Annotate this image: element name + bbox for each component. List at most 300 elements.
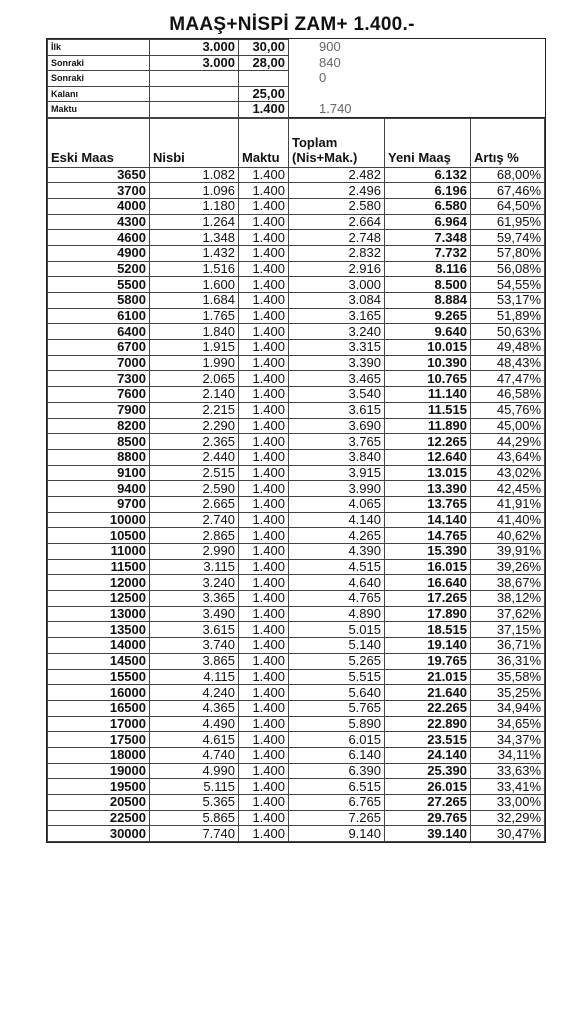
table-row <box>48 622 545 638</box>
table-row <box>48 779 545 795</box>
cell-toplam: 2.482 <box>289 167 385 183</box>
cell-yeni-maas: 11.140 <box>385 387 471 403</box>
cell-yeni-maas: 13.390 <box>385 481 471 497</box>
cell-yeni-maas: 14.140 <box>385 512 471 528</box>
cell-artis: 33,41% <box>471 779 545 795</box>
cell-eski-maas: 7300 <box>48 371 150 387</box>
parameter-rate: 30,00 <box>239 40 289 56</box>
table-row <box>48 653 545 669</box>
cell-maktu: 1.400 <box>239 355 289 371</box>
cell-toplam: 6.015 <box>289 732 385 748</box>
cell-nisbi: 5.365 <box>150 795 239 811</box>
table-header-row <box>48 118 545 167</box>
cell-yeni-maas: 39.140 <box>385 826 471 842</box>
header-maktu: Maktu <box>239 118 289 167</box>
cell-nisbi: 1.348 <box>150 230 239 246</box>
cell-maktu: 1.400 <box>239 732 289 748</box>
table-row <box>48 434 545 450</box>
cell-toplam: 6.765 <box>289 795 385 811</box>
cell-artis: 41,40% <box>471 512 545 528</box>
table-row <box>48 559 545 575</box>
cell-toplam: 2.748 <box>289 230 385 246</box>
cell-maktu: 1.400 <box>239 810 289 826</box>
cell-maktu: 1.400 <box>239 622 289 638</box>
cell-toplam: 2.580 <box>289 198 385 214</box>
cell-nisbi: 3.365 <box>150 591 239 607</box>
cell-artis: 45,76% <box>471 402 545 418</box>
cell-nisbi: 2.665 <box>150 496 239 512</box>
cell-eski-maas: 5200 <box>48 261 150 277</box>
cell-nisbi: 3.240 <box>150 575 239 591</box>
cell-yeni-maas: 8.116 <box>385 261 471 277</box>
cell-toplam: 4.515 <box>289 559 385 575</box>
cell-toplam: 3.840 <box>289 449 385 465</box>
cell-toplam: 5.015 <box>289 622 385 638</box>
cell-maktu: 1.400 <box>239 496 289 512</box>
cell-yeni-maas: 10.765 <box>385 371 471 387</box>
cell-artis: 57,80% <box>471 245 545 261</box>
cell-yeni-maas: 21.640 <box>385 685 471 701</box>
table-row <box>48 512 545 528</box>
cell-maktu: 1.400 <box>239 575 289 591</box>
cell-artis: 30,47% <box>471 826 545 842</box>
cell-yeni-maas: 6.196 <box>385 183 471 199</box>
cell-artis: 36,31% <box>471 653 545 669</box>
cell-artis: 49,48% <box>471 340 545 356</box>
cell-maktu: 1.400 <box>239 747 289 763</box>
cell-artis: 54,55% <box>471 277 545 293</box>
cell-eski-maas: 8200 <box>48 418 150 434</box>
table-row <box>48 544 545 560</box>
table-row <box>48 810 545 826</box>
cell-toplam: 2.496 <box>289 183 385 199</box>
cell-eski-maas: 9700 <box>48 496 150 512</box>
cell-toplam: 5.765 <box>289 700 385 716</box>
table-row <box>48 277 545 293</box>
cell-maktu: 1.400 <box>239 606 289 622</box>
cell-nisbi: 4.740 <box>150 747 239 763</box>
cell-yeni-maas: 8.500 <box>385 277 471 293</box>
cell-artis: 41,91% <box>471 496 545 512</box>
parameter-rate <box>239 71 289 87</box>
cell-artis: 67,46% <box>471 183 545 199</box>
cell-eski-maas: 7900 <box>48 402 150 418</box>
table-row <box>48 340 545 356</box>
table-row <box>48 528 545 544</box>
cell-toplam: 5.890 <box>289 716 385 732</box>
cell-nisbi: 2.140 <box>150 387 239 403</box>
cell-maktu: 1.400 <box>239 183 289 199</box>
cell-eski-maas: 18000 <box>48 747 150 763</box>
cell-maktu: 1.400 <box>239 779 289 795</box>
cell-yeni-maas: 23.515 <box>385 732 471 748</box>
cell-artis: 48,43% <box>471 355 545 371</box>
cell-toplam: 3.690 <box>289 418 385 434</box>
cell-yeni-maas: 22.265 <box>385 700 471 716</box>
cell-nisbi: 4.365 <box>150 700 239 716</box>
cell-nisbi: 3.615 <box>150 622 239 638</box>
cell-toplam: 4.765 <box>289 591 385 607</box>
cell-yeni-maas: 17.265 <box>385 591 471 607</box>
table-row <box>48 606 545 622</box>
table-row <box>48 826 545 842</box>
parameter-label: Maktu <box>48 102 150 118</box>
cell-eski-maas: 3650 <box>48 167 150 183</box>
cell-nisbi: 2.065 <box>150 371 239 387</box>
cell-artis: 32,29% <box>471 810 545 826</box>
cell-maktu: 1.400 <box>239 528 289 544</box>
table-row <box>48 732 545 748</box>
parameter-row <box>48 102 545 118</box>
table-row <box>48 167 545 183</box>
cell-maktu: 1.400 <box>239 700 289 716</box>
cell-yeni-maas: 19.140 <box>385 638 471 654</box>
document-title: MAAŞ+NİSPİ ZAM+ 1.400.- <box>169 14 415 35</box>
cell-eski-maas: 13500 <box>48 622 150 638</box>
cell-nisbi: 5.865 <box>150 810 239 826</box>
cell-yeni-maas: 11.515 <box>385 402 471 418</box>
cell-artis: 39,26% <box>471 559 545 575</box>
cell-maktu: 1.400 <box>239 277 289 293</box>
cell-toplam: 6.515 <box>289 779 385 795</box>
cell-toplam: 5.140 <box>289 638 385 654</box>
cell-artis: 34,65% <box>471 716 545 732</box>
parameter-rate: 1.400 <box>239 102 289 118</box>
cell-eski-maas: 11000 <box>48 544 150 560</box>
cell-toplam: 4.390 <box>289 544 385 560</box>
cell-maktu: 1.400 <box>239 167 289 183</box>
cell-yeni-maas: 21.015 <box>385 669 471 685</box>
cell-eski-maas: 13000 <box>48 606 150 622</box>
table-row <box>48 747 545 763</box>
cell-maktu: 1.400 <box>239 449 289 465</box>
cell-eski-maas: 4600 <box>48 230 150 246</box>
cell-yeni-maas: 15.390 <box>385 544 471 560</box>
cell-artis: 33,00% <box>471 795 545 811</box>
salary-table <box>47 118 545 843</box>
cell-artis: 50,63% <box>471 324 545 340</box>
table-row <box>48 293 545 309</box>
cell-nisbi: 2.590 <box>150 481 239 497</box>
table-row <box>48 355 545 371</box>
cell-maktu: 1.400 <box>239 465 289 481</box>
cell-maktu: 1.400 <box>239 214 289 230</box>
parameter-label: Sonraki <box>48 71 150 87</box>
cell-artis: 34,37% <box>471 732 545 748</box>
cell-eski-maas: 6700 <box>48 340 150 356</box>
cell-yeni-maas: 22.890 <box>385 716 471 732</box>
table-row <box>48 481 545 497</box>
cell-eski-maas: 10500 <box>48 528 150 544</box>
cell-eski-maas: 7000 <box>48 355 150 371</box>
cell-yeni-maas: 17.890 <box>385 606 471 622</box>
cell-toplam: 9.140 <box>289 826 385 842</box>
cell-yeni-maas: 26.015 <box>385 779 471 795</box>
cell-artis: 34,94% <box>471 700 545 716</box>
cell-maktu: 1.400 <box>239 293 289 309</box>
cell-nisbi: 1.765 <box>150 308 239 324</box>
cell-eski-maas: 6400 <box>48 324 150 340</box>
cell-eski-maas: 20500 <box>48 795 150 811</box>
cell-artis: 46,58% <box>471 387 545 403</box>
cell-nisbi: 1.990 <box>150 355 239 371</box>
table-row <box>48 465 545 481</box>
cell-toplam: 7.265 <box>289 810 385 826</box>
cell-toplam: 2.664 <box>289 214 385 230</box>
cell-eski-maas: 10000 <box>48 512 150 528</box>
parameter-row <box>48 71 545 87</box>
cell-toplam: 6.140 <box>289 747 385 763</box>
cell-nisbi: 2.740 <box>150 512 239 528</box>
cell-yeni-maas: 6.580 <box>385 198 471 214</box>
cell-nisbi: 1.082 <box>150 167 239 183</box>
cell-maktu: 1.400 <box>239 653 289 669</box>
header-nisbi: Nisbi <box>150 118 239 167</box>
cell-maktu: 1.400 <box>239 434 289 450</box>
cell-eski-maas: 17500 <box>48 732 150 748</box>
cell-maktu: 1.400 <box>239 198 289 214</box>
cell-artis: 42,45% <box>471 481 545 497</box>
table-row <box>48 245 545 261</box>
cell-maktu: 1.400 <box>239 544 289 560</box>
cell-toplam: 6.390 <box>289 763 385 779</box>
cell-nisbi: 2.365 <box>150 434 239 450</box>
cell-eski-maas: 12000 <box>48 575 150 591</box>
cell-yeni-maas: 24.140 <box>385 747 471 763</box>
cell-toplam: 3.915 <box>289 465 385 481</box>
cell-toplam: 3.615 <box>289 402 385 418</box>
parameter-rate: 28,00 <box>239 55 289 71</box>
cell-maktu: 1.400 <box>239 512 289 528</box>
cell-toplam: 3.315 <box>289 340 385 356</box>
table-row <box>48 198 545 214</box>
cell-eski-maas: 5500 <box>48 277 150 293</box>
cell-yeni-maas: 9.265 <box>385 308 471 324</box>
header-artis: Artış % <box>471 118 545 167</box>
parameter-rate: 25,00 <box>239 86 289 102</box>
table-row <box>48 716 545 732</box>
cell-maktu: 1.400 <box>239 763 289 779</box>
parameter-result: 0 <box>319 70 327 86</box>
cell-artis: 51,89% <box>471 308 545 324</box>
table-row <box>48 308 545 324</box>
cell-nisbi: 4.490 <box>150 716 239 732</box>
cell-nisbi: 1.096 <box>150 183 239 199</box>
cell-eski-maas: 5800 <box>48 293 150 309</box>
cell-toplam: 4.140 <box>289 512 385 528</box>
parameter-amount <box>150 102 239 118</box>
cell-eski-maas: 22500 <box>48 810 150 826</box>
cell-toplam: 2.916 <box>289 261 385 277</box>
cell-toplam: 4.640 <box>289 575 385 591</box>
cell-nisbi: 3.115 <box>150 559 239 575</box>
cell-toplam: 3.165 <box>289 308 385 324</box>
cell-maktu: 1.400 <box>239 795 289 811</box>
cell-yeni-maas: 10.390 <box>385 355 471 371</box>
parameter-result: 900 <box>319 39 341 55</box>
cell-eski-maas: 12500 <box>48 591 150 607</box>
cell-maktu: 1.400 <box>239 669 289 685</box>
cell-yeni-maas: 16.640 <box>385 575 471 591</box>
parameter-result: 840 <box>319 55 341 70</box>
cell-eski-maas: 4300 <box>48 214 150 230</box>
cell-yeni-maas: 8.884 <box>385 293 471 309</box>
cell-maktu: 1.400 <box>239 638 289 654</box>
table-row <box>48 183 545 199</box>
cell-toplam: 3.465 <box>289 371 385 387</box>
table-row <box>48 402 545 418</box>
cell-eski-maas: 15500 <box>48 669 150 685</box>
cell-artis: 34,11% <box>471 747 545 763</box>
cell-nisbi: 1.840 <box>150 324 239 340</box>
table-row <box>48 795 545 811</box>
parameter-row <box>48 86 545 102</box>
cell-yeni-maas: 10.015 <box>385 340 471 356</box>
cell-eski-maas: 17000 <box>48 716 150 732</box>
cell-toplam: 3.765 <box>289 434 385 450</box>
cell-toplam: 2.832 <box>289 245 385 261</box>
cell-nisbi: 1.684 <box>150 293 239 309</box>
cell-maktu: 1.400 <box>239 245 289 261</box>
cell-toplam: 3.000 <box>289 277 385 293</box>
cell-artis: 36,71% <box>471 638 545 654</box>
cell-yeni-maas: 7.732 <box>385 245 471 261</box>
cell-eski-maas: 19500 <box>48 779 150 795</box>
header-yeni-maas: Yeni Maaş <box>385 118 471 167</box>
cell-artis: 37,15% <box>471 622 545 638</box>
parameter-label: İlk <box>48 40 150 56</box>
cell-eski-maas: 14000 <box>48 638 150 654</box>
cell-yeni-maas: 18.515 <box>385 622 471 638</box>
table-row <box>48 685 545 701</box>
cell-artis: 33,63% <box>471 763 545 779</box>
cell-nisbi: 1.432 <box>150 245 239 261</box>
cell-toplam: 3.240 <box>289 324 385 340</box>
cell-artis: 40,62% <box>471 528 545 544</box>
table-row <box>48 638 545 654</box>
cell-toplam: 3.540 <box>289 387 385 403</box>
header-toplam: Toplam (Nis+Mak.) <box>289 118 385 167</box>
cell-maktu: 1.400 <box>239 559 289 575</box>
table-row <box>48 449 545 465</box>
cell-nisbi: 4.115 <box>150 669 239 685</box>
cell-eski-maas: 6100 <box>48 308 150 324</box>
cell-eski-maas: 7600 <box>48 387 150 403</box>
cell-maktu: 1.400 <box>239 261 289 277</box>
cell-nisbi: 3.865 <box>150 653 239 669</box>
cell-artis: 39,91% <box>471 544 545 560</box>
cell-yeni-maas: 29.765 <box>385 810 471 826</box>
cell-nisbi: 4.990 <box>150 763 239 779</box>
cell-maktu: 1.400 <box>239 324 289 340</box>
table-row <box>48 591 545 607</box>
cell-artis: 38,67% <box>471 575 545 591</box>
cell-artis: 61,95% <box>471 214 545 230</box>
cell-artis: 68,00% <box>471 167 545 183</box>
cell-nisbi: 2.215 <box>150 402 239 418</box>
parameter-row <box>48 40 545 56</box>
cell-artis: 38,12% <box>471 591 545 607</box>
cell-maktu: 1.400 <box>239 591 289 607</box>
cell-artis: 45,00% <box>471 418 545 434</box>
cell-eski-maas: 14500 <box>48 653 150 669</box>
table-row <box>48 214 545 230</box>
parameter-amount: 3.000 <box>150 40 239 56</box>
cell-eski-maas: 4000 <box>48 198 150 214</box>
header-eski-maas: Eski Maas <box>48 118 150 167</box>
table-row <box>48 700 545 716</box>
cell-toplam: 4.065 <box>289 496 385 512</box>
parameter-label: Sonraki <box>48 55 150 71</box>
cell-nisbi: 1.264 <box>150 214 239 230</box>
parameter-amount <box>150 86 239 102</box>
cell-nisbi: 1.915 <box>150 340 239 356</box>
table-row <box>48 575 545 591</box>
table-row <box>48 496 545 512</box>
cell-yeni-maas: 13.765 <box>385 496 471 512</box>
cell-artis: 64,50% <box>471 198 545 214</box>
cell-eski-maas: 8800 <box>48 449 150 465</box>
cell-nisbi: 4.615 <box>150 732 239 748</box>
cell-maktu: 1.400 <box>239 716 289 732</box>
cell-yeni-maas: 6.132 <box>385 167 471 183</box>
cell-toplam: 4.265 <box>289 528 385 544</box>
cell-nisbi: 3.740 <box>150 638 239 654</box>
cell-eski-maas: 3700 <box>48 183 150 199</box>
cell-toplam: 5.640 <box>289 685 385 701</box>
cell-nisbi: 2.515 <box>150 465 239 481</box>
cell-nisbi: 2.865 <box>150 528 239 544</box>
cell-artis: 37,62% <box>471 606 545 622</box>
cell-yeni-maas: 12.265 <box>385 434 471 450</box>
cell-eski-maas: 9100 <box>48 465 150 481</box>
cell-toplam: 3.084 <box>289 293 385 309</box>
table-row <box>48 418 545 434</box>
cell-yeni-maas: 6.964 <box>385 214 471 230</box>
cell-yeni-maas: 12.640 <box>385 449 471 465</box>
cell-yeni-maas: 7.348 <box>385 230 471 246</box>
cell-maktu: 1.400 <box>239 340 289 356</box>
cell-nisbi: 3.490 <box>150 606 239 622</box>
cell-yeni-maas: 13.015 <box>385 465 471 481</box>
cell-eski-maas: 19000 <box>48 763 150 779</box>
cell-artis: 35,58% <box>471 669 545 685</box>
cell-nisbi: 4.240 <box>150 685 239 701</box>
cell-yeni-maas: 16.015 <box>385 559 471 575</box>
table-row <box>48 763 545 779</box>
cell-toplam: 5.265 <box>289 653 385 669</box>
cell-yeni-maas: 14.765 <box>385 528 471 544</box>
cell-yeni-maas: 19.765 <box>385 653 471 669</box>
cell-nisbi: 5.115 <box>150 779 239 795</box>
parameter-row <box>48 55 545 71</box>
cell-artis: 53,17% <box>471 293 545 309</box>
cell-maktu: 1.400 <box>239 402 289 418</box>
cell-eski-maas: 8500 <box>48 434 150 450</box>
table-row <box>48 371 545 387</box>
cell-eski-maas: 9400 <box>48 481 150 497</box>
cell-eski-maas: 30000 <box>48 826 150 842</box>
cell-maktu: 1.400 <box>239 481 289 497</box>
cell-artis: 59,74% <box>471 230 545 246</box>
cell-yeni-maas: 11.890 <box>385 418 471 434</box>
cell-maktu: 1.400 <box>239 685 289 701</box>
table-row <box>48 669 545 685</box>
table-row <box>48 230 545 246</box>
cell-maktu: 1.400 <box>239 371 289 387</box>
cell-artis: 44,29% <box>471 434 545 450</box>
cell-nisbi: 1.600 <box>150 277 239 293</box>
